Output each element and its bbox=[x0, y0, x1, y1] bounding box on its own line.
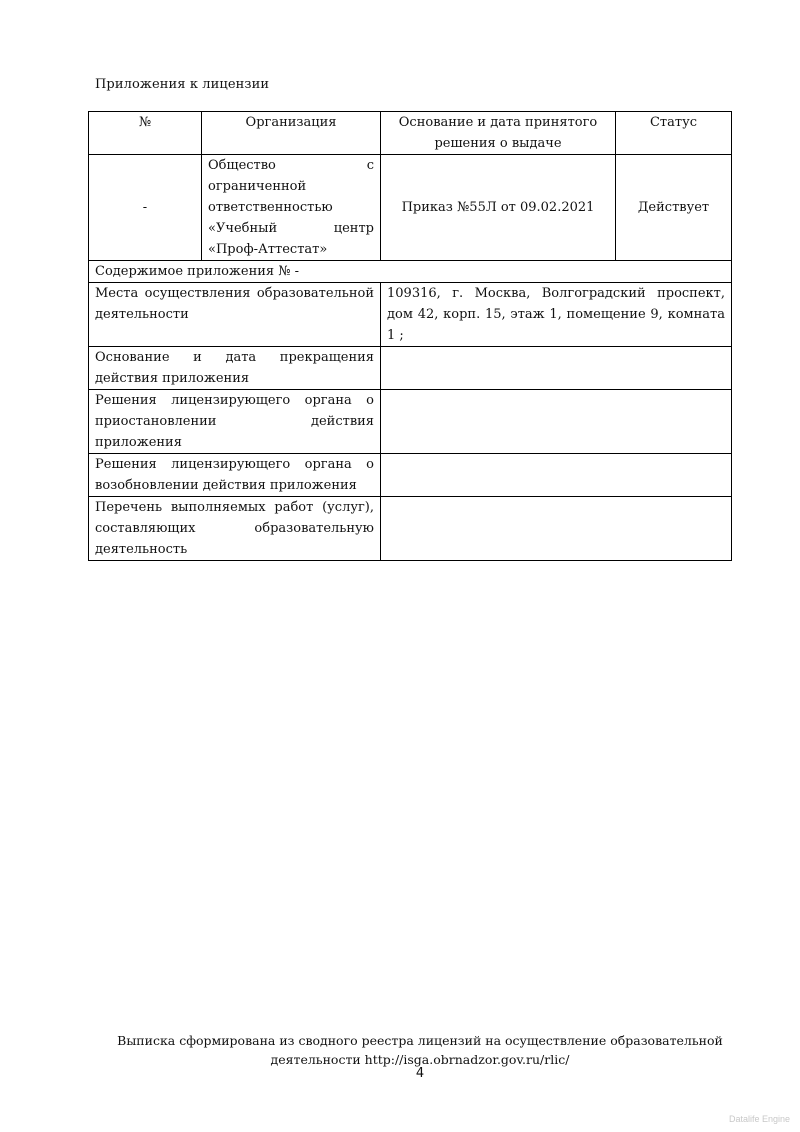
registry-footer bbox=[100, 1031, 740, 1069]
header-organization: Организация bbox=[202, 112, 381, 155]
table-row bbox=[89, 155, 732, 261]
detail-label: Решения лицензирующего органа о приостановлении действия приложения bbox=[89, 390, 381, 454]
detail-label: Основание и дата прекращения действия приложения bbox=[89, 347, 381, 390]
table-header-row bbox=[89, 112, 732, 155]
detail-label: Перечень выполняемых работ (услуг), составляющих образовательную деятельность bbox=[89, 497, 381, 561]
detail-row bbox=[89, 283, 732, 347]
detail-row bbox=[89, 390, 732, 454]
detail-value: 109316, г. Москва, Волгоградский проспект, дом 42, корп. 15, этаж 1, помещение 9, комната 1 ; bbox=[381, 283, 732, 347]
content-label-row bbox=[89, 261, 732, 283]
row-organization: Общество с ограниченной ответственностью «Учебный центр «Проф-Аттестат» bbox=[202, 155, 381, 261]
detail-value bbox=[381, 454, 732, 497]
header-basis: Основание и дата принятого решения о выдаче bbox=[381, 112, 616, 155]
footer-line-2: деятельности http://isga.obrnadzor.gov.ru/rlic/ bbox=[270, 1052, 570, 1067]
license-appendix-table bbox=[88, 111, 732, 561]
detail-row bbox=[89, 347, 732, 390]
detail-label: Места осуществления образовательной деятельности bbox=[89, 283, 381, 347]
header-status: Статус bbox=[616, 112, 732, 155]
header-number: № bbox=[89, 112, 202, 155]
footer-line-1: Выписка сформирована из сводного реестра лицензий на осуществление образовательной bbox=[117, 1033, 723, 1048]
content-label: Содержимое приложения № - bbox=[89, 261, 732, 283]
detail-value bbox=[381, 347, 732, 390]
watermark: Datalife Engine bbox=[728, 1114, 790, 1124]
appendix-heading: Приложения к лицензии bbox=[95, 77, 270, 92]
detail-value bbox=[381, 497, 732, 561]
row-basis: Приказ №55Л от 09.02.2021 bbox=[381, 155, 616, 261]
page-number: 4 bbox=[415, 1066, 425, 1081]
detail-row bbox=[89, 454, 732, 497]
row-status: Действует bbox=[616, 155, 732, 261]
detail-value bbox=[381, 390, 732, 454]
detail-row bbox=[89, 497, 732, 561]
row-number: - bbox=[89, 155, 202, 261]
detail-label: Решения лицензирующего органа о возобновлении действия приложения bbox=[89, 454, 381, 497]
